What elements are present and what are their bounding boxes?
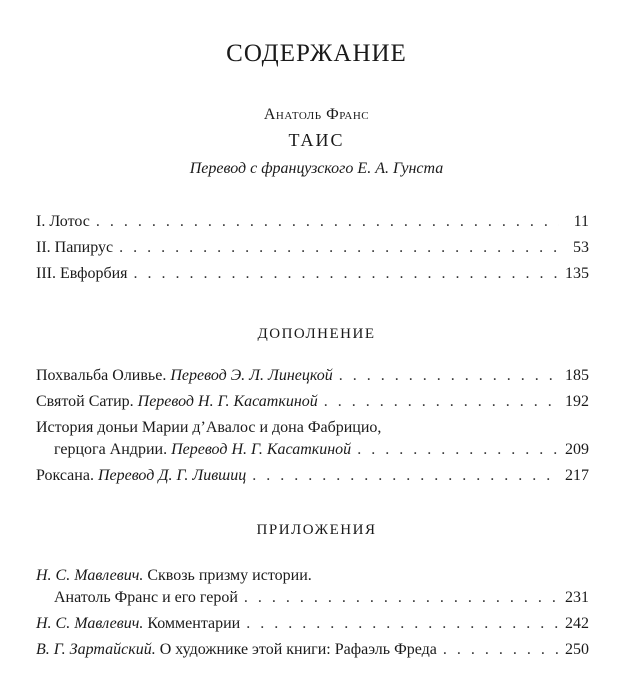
page-number: 53 bbox=[573, 239, 589, 256]
toc-entry[interactable] bbox=[36, 264, 589, 284]
page-number: 185 bbox=[565, 367, 589, 384]
toc-entry[interactable] bbox=[36, 640, 589, 660]
entry-label: II. Папирус bbox=[36, 239, 114, 256]
entry-label: I. Лотос bbox=[36, 213, 90, 230]
dot-leader bbox=[246, 614, 559, 634]
dot-leader bbox=[96, 212, 559, 232]
section-heading-appendices: ПРИЛОЖЕНИЯ bbox=[256, 522, 377, 538]
work-title: ТАИС bbox=[288, 130, 345, 150]
dot-leader bbox=[324, 392, 559, 412]
toc-entry[interactable] bbox=[36, 614, 589, 634]
toc-entry[interactable] bbox=[36, 392, 589, 412]
entry-label: Роксана. Перевод Д. Г. Лившиц bbox=[36, 467, 247, 484]
toc-entry[interactable] bbox=[36, 466, 589, 486]
entry-author: Н. С. Мавлевич. bbox=[36, 567, 144, 584]
toc-entry[interactable] bbox=[36, 418, 589, 460]
toc-entry[interactable] bbox=[36, 566, 589, 608]
dot-leader bbox=[244, 588, 559, 608]
entry-label: Н. С. Мавлевич. Комментарии bbox=[36, 615, 241, 632]
section-heading-supplement: ДОПОЛНЕНИЕ bbox=[257, 326, 376, 342]
toc-entry[interactable] bbox=[36, 366, 589, 386]
translation-credit: Перевод Э. Л. Линецкой bbox=[170, 367, 333, 384]
entry-author: В. Г. Зартайский. bbox=[36, 641, 156, 658]
dot-leader bbox=[443, 640, 559, 660]
dot-leader bbox=[252, 466, 559, 486]
translation-credit: Перевод Н. Г. Касаткиной bbox=[171, 441, 352, 458]
toc-entry[interactable] bbox=[36, 212, 589, 232]
page-number: 217 bbox=[565, 467, 589, 484]
dot-leader bbox=[339, 366, 559, 386]
page-number: 135 bbox=[565, 265, 589, 282]
page-number: 192 bbox=[565, 393, 589, 410]
entry-label: III. Евфорбия bbox=[36, 265, 128, 282]
translator-credit: Перевод с французского Е. А. Гунста bbox=[189, 160, 444, 177]
author-name: Анатоль Франс bbox=[263, 106, 370, 123]
entry-label-line2: Анатоль Франс и его герой bbox=[54, 589, 238, 606]
page-number: 209 bbox=[565, 441, 589, 458]
page-number: 231 bbox=[565, 589, 589, 606]
translation-credit: Перевод Н. Г. Касаткиной bbox=[137, 393, 318, 410]
dot-leader bbox=[119, 238, 559, 258]
page-number: 242 bbox=[565, 615, 589, 632]
page-number: 250 bbox=[565, 641, 589, 658]
entry-label-line1: История доньи Марии д’Авалос и дона Фабрицио, bbox=[36, 419, 382, 436]
entry-label: Святой Сатир. Перевод Н. Г. Касаткиной bbox=[36, 393, 318, 410]
dot-leader bbox=[357, 440, 559, 460]
entry-label-line2: герцога Андрии. Перевод Н. Г. Касаткиной bbox=[54, 441, 352, 458]
dot-leader bbox=[134, 264, 559, 284]
entry-label: Похвальба Оливье. Перевод Э. Л. Линецкой bbox=[36, 367, 333, 384]
entry-label: В. Г. Зартайский. О художнике этой книги: Рафаэль Фреда bbox=[36, 641, 437, 658]
entry-author: Н. С. Мавлевич. bbox=[36, 615, 144, 632]
page-number: 11 bbox=[573, 213, 589, 230]
toc-entry[interactable] bbox=[36, 238, 589, 258]
translation-credit: Перевод Д. Г. Лившиц bbox=[97, 467, 247, 484]
entry-label-line1: Н. С. Мавлевич. Сквозь призму истории. bbox=[36, 567, 312, 584]
page-title: СОДЕРЖАНИЕ bbox=[226, 40, 407, 67]
